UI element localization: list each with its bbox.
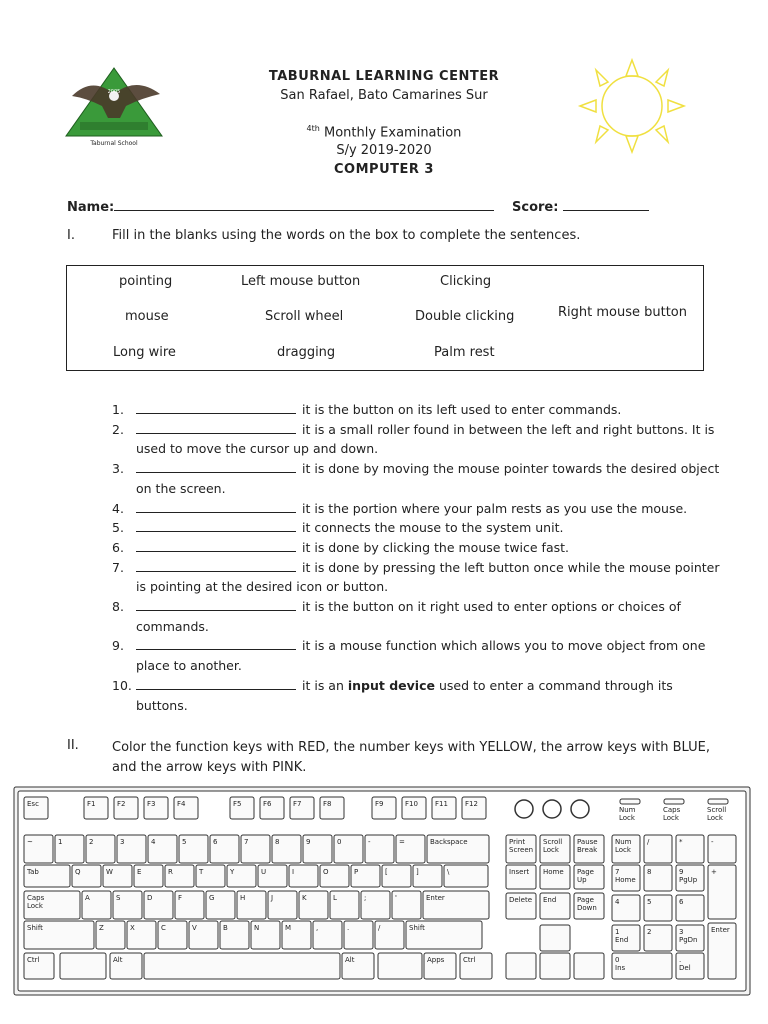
word-bank-item: Scroll wheel (265, 309, 344, 324)
key-label: 2 (89, 838, 94, 846)
keyboard-key (540, 925, 570, 951)
key-label: K (302, 894, 307, 902)
name-field[interactable] (67, 198, 494, 215)
key-label: Z (99, 924, 104, 932)
key-label: Q (75, 868, 81, 876)
key-label: C (161, 924, 166, 932)
indicator-label: Scroll (707, 806, 727, 814)
key-label: PgUp (679, 876, 698, 884)
answer-blank[interactable] (136, 598, 296, 611)
word-bank-item: Left mouse button (241, 274, 361, 289)
question-number: 7. (112, 559, 124, 575)
question-number: 8. (112, 599, 124, 615)
section-1-instruction: Fill in the blanks using the words on the box to complete the sentences. (112, 228, 581, 243)
key-label: 7 (244, 838, 249, 846)
question-number: 4. (112, 500, 124, 516)
key-label: . (347, 924, 350, 932)
question-number: 9. (112, 638, 124, 654)
section-2-number: II. (67, 738, 79, 753)
indicator-label: Lock (707, 814, 723, 822)
key-label: R (168, 868, 173, 876)
word-bank-item: pointing (119, 274, 173, 289)
key-label: 1 (58, 838, 63, 846)
question-text: it is done by moving the mouse pointer towards the desired object on the screen. (136, 461, 720, 496)
exam-text: Monthly Examination (323, 125, 462, 141)
answer-blank[interactable] (136, 559, 296, 572)
name-blank[interactable] (114, 198, 494, 211)
key-label: Up (577, 876, 587, 884)
key-label: . (679, 956, 682, 964)
keyboard-key (574, 953, 604, 979)
key-label: ' (395, 894, 397, 902)
answer-blank[interactable] (136, 460, 296, 473)
key-label: Num (615, 838, 632, 846)
key-label: S (116, 894, 121, 902)
key-label: Lock (27, 902, 43, 910)
indicator-label: Caps (663, 806, 681, 814)
key-label: F12 (465, 800, 478, 808)
key-label: Enter (426, 894, 445, 902)
indicator-light (708, 799, 728, 804)
key-label: Break (577, 846, 598, 854)
exam-ordinal: 4th (306, 124, 320, 133)
key-label: F8 (323, 800, 332, 808)
key-label: Alt (345, 956, 355, 964)
question-number: 3. (112, 461, 124, 477)
answer-blank[interactable] (136, 637, 296, 650)
key-label: A (85, 894, 90, 902)
answer-blank[interactable] (136, 500, 296, 513)
question-text: it is the button on its left used to enter commands. (302, 402, 622, 417)
key-label: Ctrl (27, 956, 40, 964)
key-label: / (647, 838, 650, 846)
answer-blank[interactable] (136, 677, 296, 690)
key-label: Caps (27, 894, 45, 902)
key-label: , (316, 924, 319, 932)
word-bank-item: mouse (125, 309, 169, 324)
key-label: F9 (375, 800, 384, 808)
section-1-number: I. (67, 228, 75, 243)
key-label: 1 (615, 928, 620, 936)
name-label: Name: (67, 200, 115, 215)
key-label: + (711, 868, 717, 876)
key-label: 6 (213, 838, 218, 846)
score-label: Score: (512, 200, 559, 215)
key-label: Esc (27, 800, 39, 808)
question-number: 1. (112, 402, 124, 417)
question-text-before: it is an (302, 677, 344, 693)
question-number: 5. (112, 520, 124, 536)
question-item (112, 518, 722, 538)
key-label: D (147, 894, 153, 902)
key-label: Page (577, 868, 594, 876)
key-label: N (254, 924, 260, 932)
windows-key (378, 953, 422, 979)
question-item (112, 420, 722, 459)
question-text-bold: input device (347, 677, 435, 693)
word-bank-item: Right mouse button (558, 305, 688, 320)
key-label: Ins (615, 964, 626, 972)
keyboard-key (444, 865, 488, 887)
key-label: Scroll (543, 838, 563, 846)
key-label: I (292, 868, 295, 876)
key-label: Shift (27, 924, 43, 932)
keyboard-key (506, 953, 536, 979)
word-bank-item: Clicking (440, 274, 492, 289)
key-label: PgDn (679, 936, 698, 944)
key-label: X (130, 924, 135, 932)
question-text-after: used to enter a command through its buttons. (136, 677, 673, 713)
key-label: Del (679, 964, 691, 972)
key-label: 9 (306, 838, 311, 846)
key-label: Page (577, 896, 594, 904)
question-item (112, 499, 722, 519)
question-list (112, 400, 722, 715)
key-label: 3 (120, 838, 125, 846)
answer-blank[interactable] (136, 401, 296, 414)
key-label: 5 (182, 838, 187, 846)
question-text: it is a small roller found in between the left and right buttons. It is used to move the cursor up and down. (136, 421, 715, 457)
logo-year: 2005 (107, 89, 121, 95)
answer-blank[interactable] (136, 539, 296, 552)
key-label: 8 (275, 838, 280, 846)
school-address: San Rafael, Bato Camarines Sur (280, 88, 488, 103)
sun-drawing (568, 56, 698, 156)
key-label: Print (509, 838, 526, 846)
key-label: 0 (337, 838, 342, 846)
question-text: it is a mouse function which allows you to move object from one place to another. (136, 638, 706, 674)
key-label: Delete (509, 896, 532, 904)
key-label: 8 (647, 868, 652, 876)
key-label: F5 (233, 800, 242, 808)
key-label: O (323, 868, 329, 876)
key-label: Ctrl (463, 956, 476, 964)
school-name: TABURNAL LEARNING CENTER (268, 69, 500, 84)
question-number: 2. (112, 421, 124, 437)
key-label: End (615, 936, 629, 944)
key-label: F2 (117, 800, 126, 808)
key-label: 5 (647, 898, 652, 906)
key-label: F6 (263, 800, 272, 808)
key-label: M (285, 924, 292, 932)
key-label: E (137, 868, 142, 876)
word-bank-item: Double clicking (415, 309, 515, 324)
key-label: * (679, 838, 683, 846)
windows-key (60, 953, 106, 979)
key-label: Enter (711, 926, 730, 934)
key-label: B (223, 924, 228, 932)
score-field[interactable] (512, 198, 649, 215)
key-label: Down (577, 904, 597, 912)
key-label: \ (447, 868, 450, 876)
key-label: Y (230, 868, 235, 876)
indicator-label: Lock (663, 814, 679, 822)
key-label: Insert (509, 868, 530, 876)
key-label: End (543, 896, 557, 904)
key-label: F1 (87, 800, 96, 808)
question-text: it connects the mouse to the system unit. (302, 520, 564, 536)
question-text: it is done by pressing the left button once while the mouse pointer is pointing at the desired icon or button. (136, 559, 720, 595)
key-label: V (192, 924, 197, 932)
key-label: / (378, 924, 381, 932)
key-label: Alt (113, 956, 123, 964)
word-bank-box (66, 265, 704, 371)
indicator-light (664, 799, 684, 804)
indicator-light (620, 799, 640, 804)
key-label: Backspace (430, 838, 468, 846)
word-bank-item: dragging (277, 345, 336, 360)
question-text: it is done by clicking the mouse twice fast. (302, 539, 570, 555)
key-label: F11 (435, 800, 448, 808)
answer-blank[interactable] (136, 519, 296, 532)
answer-blank[interactable] (136, 421, 296, 434)
key-label: ; (364, 894, 367, 902)
key-label: G (209, 894, 215, 902)
key-label: Lock (543, 846, 559, 854)
question-text: it is the portion where your palm rests as you use the mouse. (302, 500, 688, 516)
word-bank-item: Palm rest (434, 345, 495, 360)
spacebar-key (144, 953, 340, 979)
key-label: [ (385, 868, 388, 876)
key-label: T (199, 868, 204, 876)
key-label: - (711, 838, 714, 846)
score-blank[interactable] (563, 198, 649, 211)
question-item (112, 459, 722, 498)
word-bank-item: Long wire (113, 345, 176, 360)
key-label: 7 (615, 868, 620, 876)
question-number: 6. (112, 539, 124, 555)
keyboard-diagram (12, 785, 752, 1000)
subject-title: COMPUTER 3 (334, 162, 434, 177)
question-item (112, 676, 722, 715)
key-label: P (354, 868, 359, 876)
question-item (112, 558, 722, 597)
indicator-label: Num (619, 806, 636, 814)
key-label: F3 (147, 800, 156, 808)
key-label: = (399, 838, 405, 846)
key-label: Screen (509, 846, 534, 854)
key-label: U (261, 868, 267, 876)
key-label: 4 (151, 838, 156, 846)
key-label: - (368, 838, 371, 846)
question-item (112, 597, 722, 636)
key-label: J (271, 894, 274, 902)
key-label: F7 (293, 800, 302, 808)
key-label: Home (615, 876, 636, 884)
key-label: 6 (679, 898, 684, 906)
question-item (112, 400, 722, 420)
question-number: 10. (112, 677, 132, 693)
key-label: H (240, 894, 246, 902)
key-label: Shift (409, 924, 425, 932)
key-label: 2 (647, 928, 652, 936)
key-label: ] (416, 868, 419, 876)
key-label: ~ (27, 838, 33, 846)
section-2-instruction: Color the function keys with RED, the number keys with YELLOW, the arrow keys with BLUE, and the arrow keys with PINK. (112, 740, 710, 775)
key-label: 0 (615, 956, 620, 964)
logo-caption: Taburnal School (90, 140, 138, 147)
key-label: F10 (405, 800, 418, 808)
key-label: Home (543, 868, 564, 876)
key-label: 3 (679, 928, 684, 936)
question-text: it is the button on it right used to enter options or choices of commands. (136, 599, 681, 634)
school-year: S/y 2019-2020 (336, 143, 432, 158)
key-label: L (333, 894, 337, 902)
key-label: F (178, 894, 183, 902)
key-label: W (106, 868, 113, 876)
key-label: Lock (615, 846, 631, 854)
keyboard-key (540, 953, 570, 979)
key-label: Pause (577, 838, 598, 846)
key-label: 9 (679, 868, 684, 876)
question-item (112, 538, 722, 558)
key-label: Tab (27, 868, 39, 876)
question-item (112, 636, 722, 675)
indicator-label: Lock (619, 814, 635, 822)
key-label: F4 (177, 800, 186, 808)
key-label: 4 (615, 898, 620, 906)
key-label: Apps (427, 956, 445, 964)
